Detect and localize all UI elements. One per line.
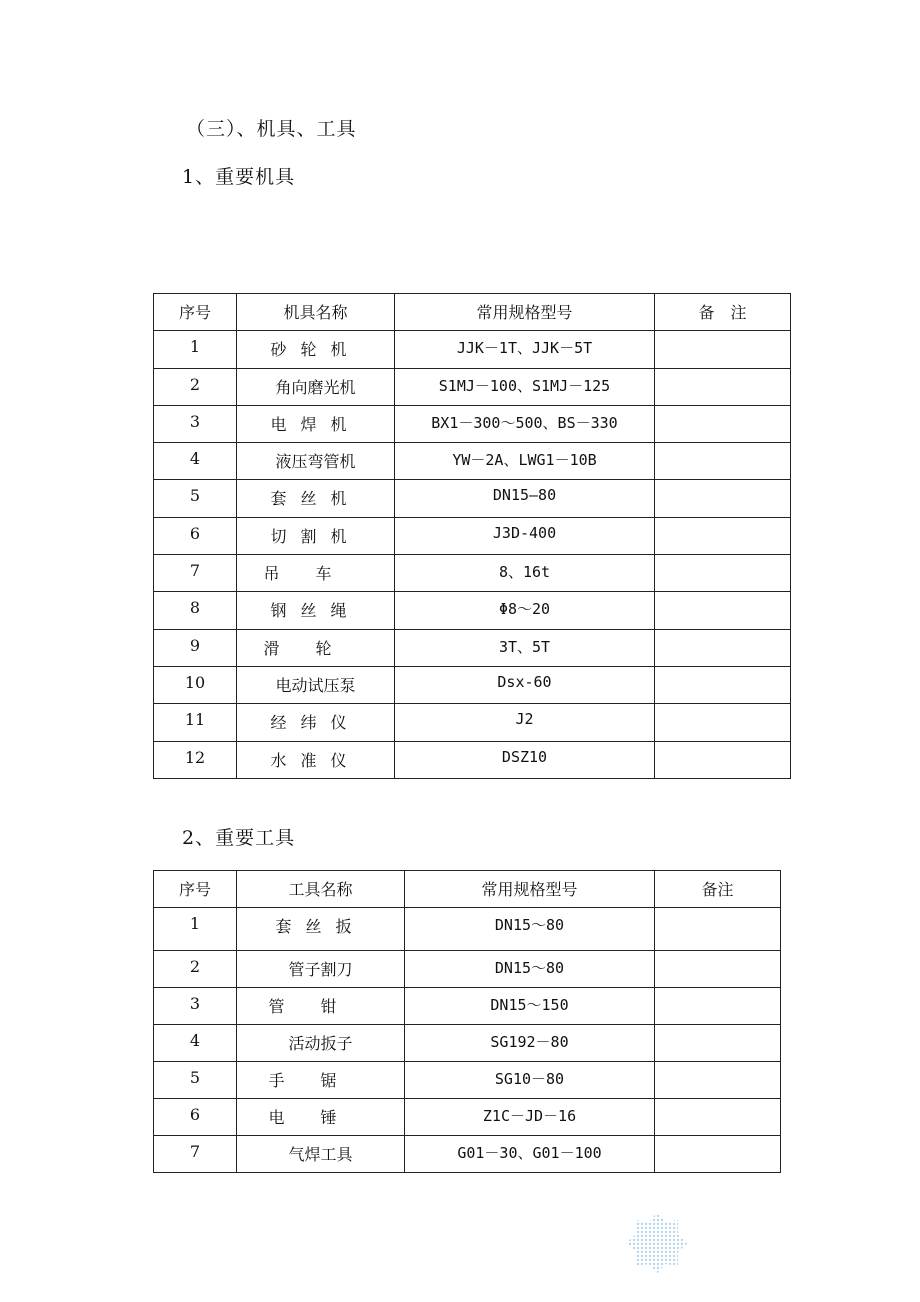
header-cell-note: 备 注 — [655, 294, 791, 331]
row-number-cell: 3 — [154, 988, 237, 1025]
item-name-cell: 电动试压泵 — [237, 666, 395, 703]
table-row — [154, 629, 791, 666]
remark-cell — [655, 405, 791, 442]
tools-header-row — [154, 871, 781, 908]
spec-cell: DN15～80 — [405, 951, 655, 988]
table-row — [154, 555, 791, 592]
spec-cell: JJK－1T、JJK－5T — [395, 331, 655, 368]
row-number-cell: 2 — [154, 951, 237, 988]
remark-cell — [655, 443, 791, 480]
header-cell-no: 序号 — [154, 871, 237, 908]
spec-cell: YW－2A、LWG1－10B — [395, 443, 655, 480]
spec-cell: 8、16t — [395, 555, 655, 592]
item-name-cell: 电焊机 — [237, 405, 395, 442]
spec-cell: S1MJ－100、S1MJ－125 — [395, 368, 655, 405]
row-number-cell: 10 — [154, 666, 237, 703]
machines-header-row — [154, 294, 791, 331]
remark-cell — [655, 1062, 781, 1099]
spec-cell: Dsx-60 — [395, 666, 655, 703]
spec-cell: DSZ10 — [395, 741, 655, 778]
spec-cell: DN15—80 — [395, 480, 655, 517]
item-name-cell: 套丝扳 — [237, 908, 405, 951]
item-name-cell: 管钳 — [237, 988, 405, 1025]
item-name-cell: 套丝机 — [237, 480, 395, 517]
row-number-cell: 5 — [154, 480, 237, 517]
item-name-cell: 滑轮 — [237, 629, 395, 666]
row-number-cell: 11 — [154, 704, 237, 741]
remark-cell — [655, 1025, 781, 1062]
spec-cell: Φ8～20 — [395, 592, 655, 629]
header-cell-note: 备注 — [655, 871, 781, 908]
spec-cell: 3T、5T — [395, 629, 655, 666]
item-name-cell: 管子割刀 — [237, 951, 405, 988]
spec-cell: SG10－80 — [405, 1062, 655, 1099]
remark-cell — [655, 951, 781, 988]
row-number-cell: 6 — [154, 1099, 237, 1136]
row-number-cell: 2 — [154, 368, 237, 405]
table-row — [154, 704, 791, 741]
spec-cell: SG192－80 — [405, 1025, 655, 1062]
row-number-cell: 1 — [154, 331, 237, 368]
row-number-cell: 4 — [154, 1025, 237, 1062]
spec-cell: G01－30、G01－100 — [405, 1136, 655, 1173]
header-cell-spec: 常用规格型号 — [405, 871, 655, 908]
remark-cell — [655, 1099, 781, 1136]
remark-cell — [655, 1136, 781, 1173]
remark-cell — [655, 592, 791, 629]
item-name-cell: 经纬仪 — [237, 704, 395, 741]
row-number-cell: 7 — [154, 555, 237, 592]
row-number-cell: 6 — [154, 517, 237, 554]
table-row — [154, 443, 791, 480]
item-name-cell: 液压弯管机 — [237, 443, 395, 480]
row-number-cell: 4 — [154, 443, 237, 480]
spec-cell: J3D-400 — [395, 517, 655, 554]
table-row — [154, 908, 781, 951]
tools-table — [153, 870, 781, 1173]
table-row — [154, 368, 791, 405]
item-name-cell: 电锤 — [237, 1099, 405, 1136]
remark-cell — [655, 988, 781, 1025]
table-row — [154, 666, 791, 703]
spec-cell: DN15～150 — [405, 988, 655, 1025]
remark-cell — [655, 368, 791, 405]
row-number-cell: 1 — [154, 908, 237, 951]
spec-cell: J2 — [395, 704, 655, 741]
item-name-cell: 切割机 — [237, 517, 395, 554]
header-cell-spec: 常用规格型号 — [395, 294, 655, 331]
table-row — [154, 405, 791, 442]
table-row — [154, 592, 791, 629]
item-name-cell: 砂轮机 — [237, 331, 395, 368]
remark-cell — [655, 741, 791, 778]
table-row — [154, 741, 791, 778]
header-cell-name: 机具名称 — [237, 294, 395, 331]
item-name-cell: 水准仪 — [237, 741, 395, 778]
header-cell-name: 工具名称 — [237, 871, 405, 908]
table-row — [154, 988, 781, 1025]
table-row — [154, 480, 791, 517]
machines-table-body — [154, 294, 791, 779]
table-row — [154, 951, 781, 988]
table-row — [154, 1136, 781, 1173]
table-row — [154, 1025, 781, 1062]
table-row — [154, 1062, 781, 1099]
remark-cell — [655, 908, 781, 951]
tools-heading: 2、重要工具 — [182, 827, 296, 849]
row-number-cell: 8 — [154, 592, 237, 629]
row-number-cell: 7 — [154, 1136, 237, 1173]
remark-cell — [655, 517, 791, 554]
table-row — [154, 1099, 781, 1136]
row-number-cell: 5 — [154, 1062, 237, 1099]
remark-cell — [655, 666, 791, 703]
item-name-cell: 气焊工具 — [237, 1136, 405, 1173]
remark-cell — [655, 555, 791, 592]
item-name-cell: 手锯 — [237, 1062, 405, 1099]
remark-cell — [655, 704, 791, 741]
remark-cell — [655, 480, 791, 517]
spec-cell: DN15～80 — [405, 908, 655, 951]
header-cell-no: 序号 — [154, 294, 237, 331]
row-number-cell: 9 — [154, 629, 237, 666]
item-name-cell: 钢丝绳 — [237, 592, 395, 629]
section-heading: （三）、机具、工具 — [186, 118, 357, 140]
spec-cell: BX1－300～500、BS－330 — [395, 405, 655, 442]
row-number-cell: 3 — [154, 405, 237, 442]
watermark-logo-icon — [624, 1210, 690, 1276]
remark-cell — [655, 629, 791, 666]
row-number-cell: 12 — [154, 741, 237, 778]
table-row — [154, 331, 791, 368]
remark-cell — [655, 331, 791, 368]
item-name-cell: 角向磨光机 — [237, 368, 395, 405]
machines-heading: 1、重要机具 — [182, 166, 296, 188]
table-row — [154, 517, 791, 554]
tools-table-body — [154, 871, 781, 1173]
spec-cell: Z1C－JD－16 — [405, 1099, 655, 1136]
item-name-cell: 吊车 — [237, 555, 395, 592]
item-name-cell: 活动扳子 — [237, 1025, 405, 1062]
machines-table — [153, 293, 791, 779]
